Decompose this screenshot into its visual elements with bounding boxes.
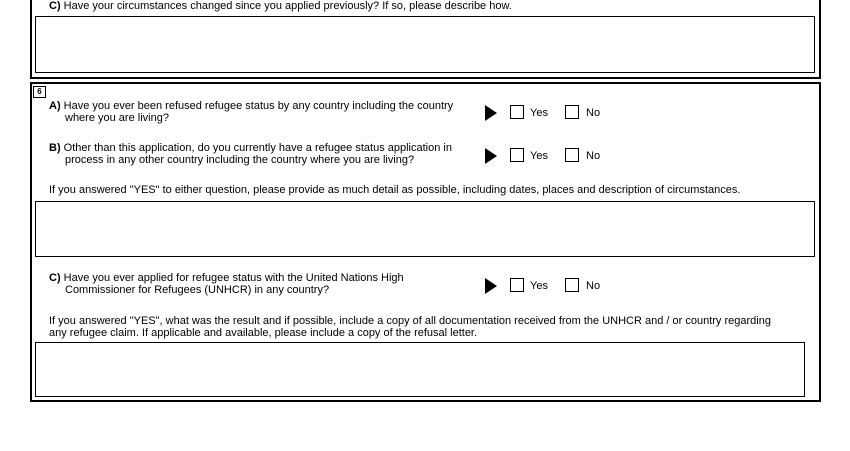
question-text: Have your circumstances changed since you applied previously? If so, please describe how. <box>63 0 512 12</box>
no-label: No <box>586 150 601 162</box>
yes-label: Yes <box>530 280 548 292</box>
section-number: 6 <box>33 86 46 98</box>
question-letter: C) <box>49 0 61 12</box>
question-a <box>49 100 453 124</box>
unhcr-result-text-area[interactable] <box>35 342 805 397</box>
circumstances-text-area[interactable] <box>35 16 815 73</box>
question-text-line2: process in any other country including the country where you are living? <box>65 154 415 166</box>
question-text-line1: Have you ever applied for refugee status with the United Nations High <box>63 272 404 284</box>
yes-label: Yes <box>530 107 548 119</box>
unhcr-instruction <box>49 315 771 339</box>
question-text-line2: Commissioner for Refugees (UNHCR) in any country? <box>65 284 330 296</box>
yes-label: Yes <box>530 150 548 162</box>
question-a-yes-checkbox[interactable] <box>510 105 524 119</box>
unhcr-instruction-line1: If you answered "YES", what was the result and if possible, include a copy of all documentation received from the UNHCR and / or country regarding <box>49 315 771 327</box>
no-label: No <box>586 280 601 292</box>
question-b-no-checkbox[interactable] <box>565 148 579 162</box>
question-text-line2: where you are living? <box>65 112 169 124</box>
arrow-pointer-icon <box>485 278 497 294</box>
question-text-line1: Have you ever been refused refugee status by any country including the country <box>63 100 454 112</box>
detail-instruction: If you answered "YES" to either question, please provide as much detail as possible, including dates, places and description of circumstances. <box>49 184 741 196</box>
question-text-line1: Other than this application, do you currently have a refugee status application in <box>63 142 452 154</box>
question-c-yes-checkbox[interactable] <box>510 278 524 292</box>
arrow-pointer-icon <box>485 148 497 164</box>
no-label: No <box>586 107 601 119</box>
question-c-circumstances <box>49 0 512 12</box>
question-letter: B) <box>49 142 61 154</box>
refusal-detail-text-area[interactable] <box>35 201 815 257</box>
question-c-unhcr <box>49 272 404 296</box>
question-letter: A) <box>49 100 61 112</box>
arrow-pointer-icon <box>485 105 497 121</box>
question-b <box>49 142 452 166</box>
question-a-no-checkbox[interactable] <box>565 105 579 119</box>
question-b-yes-checkbox[interactable] <box>510 148 524 162</box>
unhcr-instruction-line2: any refugee claim. If applicable and available, please include a copy of the refusal letter. <box>49 327 478 339</box>
question-c-no-checkbox[interactable] <box>565 278 579 292</box>
question-letter: C) <box>49 272 61 284</box>
